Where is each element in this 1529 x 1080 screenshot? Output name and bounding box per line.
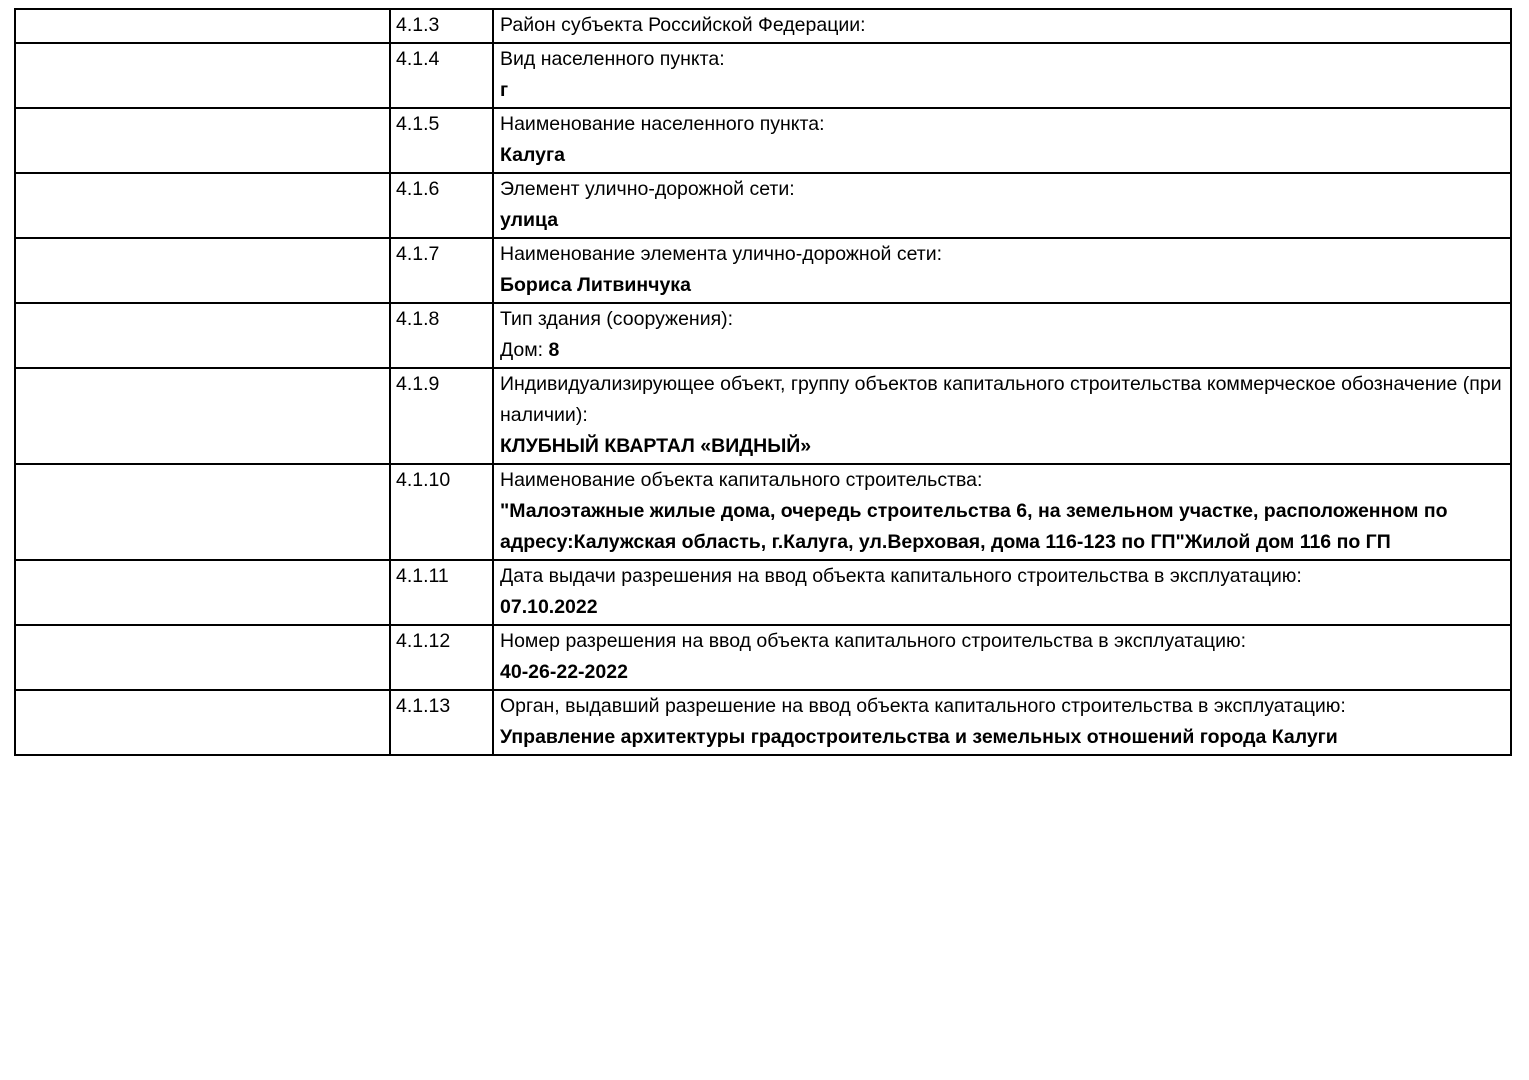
field-value: "Малоэтажные жилые дома, очередь строительства 6, на земельном участке, расположенном по адресу:Калужская область, г.Калуга, ул.Верховая, дома 116-123 по ГП"Жилой дом 116 по ГП [500, 500, 1448, 553]
table-row [15, 560, 1511, 625]
table-row [15, 238, 1511, 303]
field-value-line [500, 75, 1504, 106]
document-table [14, 8, 1512, 756]
table-row [15, 368, 1511, 464]
field-value: Управление архитектуры градостроительства и земельных отношений города Калуги [500, 726, 1338, 748]
row-empty-cell [15, 173, 390, 238]
field-value: Калуга [500, 144, 565, 166]
row-content-cell [493, 368, 1511, 464]
row-content-cell [493, 173, 1511, 238]
row-content-cell [493, 43, 1511, 108]
row-empty-cell [15, 368, 390, 464]
row-code: 4.1.12 [390, 625, 493, 690]
row-empty-cell [15, 9, 390, 43]
field-value-line [500, 722, 1504, 753]
row-content-cell [493, 9, 1511, 43]
field-value: 40-26-22-2022 [500, 661, 628, 683]
field-label: Номер разрешения на ввод объекта капитального строительства в эксплуатацию: [500, 630, 1247, 652]
row-empty-cell [15, 43, 390, 108]
field-value: 07.10.2022 [500, 596, 598, 618]
row-empty-cell [15, 560, 390, 625]
row-content-cell [493, 108, 1511, 173]
field-label: Индивидуализирующее объект, группу объектов капитального строительства коммерческое обозначение (при наличии): [500, 373, 1502, 426]
row-code: 4.1.10 [390, 464, 493, 560]
row-code: 4.1.3 [390, 9, 493, 43]
row-empty-cell [15, 303, 390, 368]
field-label: Наименование населенного пункта: [500, 113, 825, 135]
table-row [15, 9, 1511, 43]
table-row [15, 173, 1511, 238]
field-value: 8 [548, 339, 560, 361]
row-code: 4.1.6 [390, 173, 493, 238]
field-value-line [500, 592, 1504, 623]
row-empty-cell [15, 690, 390, 755]
table-row [15, 43, 1511, 108]
field-value-line [500, 205, 1504, 236]
row-code: 4.1.13 [390, 690, 493, 755]
row-code: 4.1.9 [390, 368, 493, 464]
row-content-cell [493, 625, 1511, 690]
row-content-cell [493, 560, 1511, 625]
field-value-line [500, 335, 1504, 366]
field-label: Наименование элемента улично-дорожной сети: [500, 243, 943, 265]
row-content-cell [493, 464, 1511, 560]
row-empty-cell [15, 464, 390, 560]
table-row [15, 108, 1511, 173]
field-value-line [500, 431, 1504, 462]
field-value: Бориса Литвинчука [500, 274, 691, 296]
row-code: 4.1.5 [390, 108, 493, 173]
field-label: Вид населенного пункта: [500, 48, 725, 70]
field-label: Дата выдачи разрешения на ввод объекта капитального строительства в эксплуатацию: [500, 565, 1302, 587]
field-value: г [500, 79, 509, 101]
table-row [15, 303, 1511, 368]
field-label: Район субъекта Российской Федерации: [500, 14, 866, 36]
table-body [15, 9, 1511, 755]
table-row [15, 690, 1511, 755]
row-content-cell [493, 303, 1511, 368]
row-empty-cell [15, 625, 390, 690]
row-empty-cell [15, 238, 390, 303]
row-code: 4.1.8 [390, 303, 493, 368]
field-value-line [500, 140, 1504, 171]
field-label: Орган, выдавший разрешение на ввод объекта капитального строительства в эксплуатацию: [500, 695, 1346, 717]
row-code: 4.1.4 [390, 43, 493, 108]
row-code: 4.1.11 [390, 560, 493, 625]
field-label: Наименование объекта капитального строительства: [500, 469, 983, 491]
field-value: улица [500, 209, 559, 231]
row-empty-cell [15, 108, 390, 173]
row-content-cell [493, 238, 1511, 303]
table-row [15, 625, 1511, 690]
field-value: КЛУБНЫЙ КВАРТАЛ «ВИДНЫЙ» [500, 435, 812, 457]
field-label: Элемент улично-дорожной сети: [500, 178, 795, 200]
field-value-line [500, 496, 1504, 558]
field-label: Тип здания (сооружения): [500, 308, 734, 330]
field-value-prefix: Дом: [500, 339, 549, 361]
field-value-line [500, 270, 1504, 301]
table-row [15, 464, 1511, 560]
row-code: 4.1.7 [390, 238, 493, 303]
field-value-line [500, 657, 1504, 688]
row-content-cell [493, 690, 1511, 755]
